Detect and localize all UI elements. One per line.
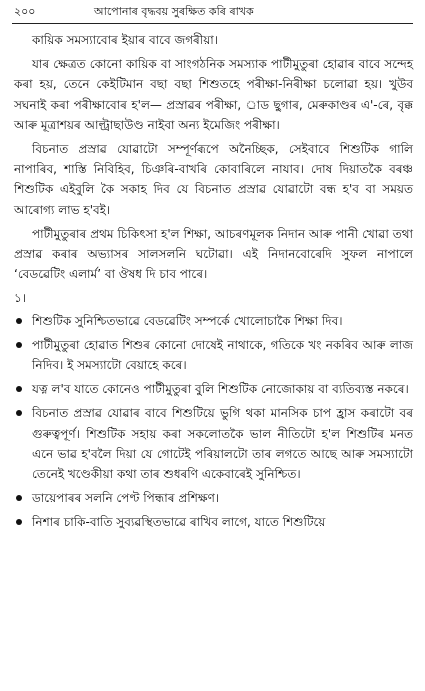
bullet-icon <box>16 386 22 392</box>
list-item <box>14 403 413 484</box>
paragraph: পাটীমুতুৰাৰ প্ৰথম চিকিৎসা হ'ল শিক্ষা, আচৰণমূলক নিদান আৰু পানী খোৱা তথা প্ৰস্ৰাৱ কৰাৰ অভ্যাসৰ সালসলনি ঘটোৱা। এই নিদানবোৰেদি সুফল নাপালে ‘বেডৱেটিং এলাৰ্ম’ বা ঔষধ দি চাব পাৰে। <box>14 226 413 282</box>
list-item <box>14 335 413 375</box>
list-item-text: যত্ন ল'ব যাতে কোনেও পাটীমুতুৰা বুলি শিশুটিক নোজোকায় বা ব্যতিব্যস্ত নকৰে। <box>32 382 409 397</box>
paragraph: যাৰ ক্ষেত্ৰত কোনো কায়িক বা সাংগঠনিক সমস্যাক পাটীমুতুৰা হোৱাৰ বাবে সন্দেহ কৰা হয়, তেনে কেইটিমান বছা বছা শিশুতহে পৰীক্ষা-নিৰীক্ষা চলোৱা হয়। খুউব সঘনাই কৰা পৰীক্ষাবোৰ হ'ল— প্ৰস্ৰাৱৰ পৰীক্ষা, ৰ্াড ছুগাৰ, মেৰুকাণ্ডৰ এ'-ৰে, বৃক্ক আৰু মূত্ৰাশয়ৰ আল্ট্ৰাছাউণ্ড নাইবা অন্য ইমেজিং পৰীক্ষা। <box>14 57 413 132</box>
list-item-text: ডায়েপাৰৰ সলনি পেণ্ট পিন্ধাৰ প্ৰশিক্ষণ। <box>32 491 220 506</box>
list-item <box>14 311 413 331</box>
list-item-text: শিশুটিক সুনিশ্চিতভাৱে বেডৱেটিং সম্পৰ্কে খোলোচাকৈ শিক্ষা দিব। <box>32 313 343 328</box>
bullet-icon <box>16 495 22 501</box>
bullet-icon <box>16 519 22 525</box>
section-marker: ১। <box>14 291 27 306</box>
bullet-icon <box>16 318 22 324</box>
list-item <box>14 379 413 399</box>
list-item-text: পাটীমুতুৰা হোৱাত শিশুৰ কোনো দোষেই নাথাকে, গতিকে খং নকৰিব আৰু লাজ নিদিব। ই সমস্যাটো বেয়াহে কৰে। <box>32 337 413 373</box>
bullet-icon <box>16 342 22 348</box>
list-item <box>14 512 413 532</box>
paragraph: কায়িক সমস্যাবোৰ ইয়াৰ বাবে জগৰীয়া। <box>32 33 219 47</box>
page-number: ২০০ <box>14 5 36 18</box>
list-item <box>14 488 413 508</box>
list-item-text: নিশাৰ চাকি-বাতি সুব্যৱস্থিতভাৱে ৰাখিব লাগে, যাতে শিশুটিয়ে <box>32 515 326 530</box>
page-body <box>14 30 413 537</box>
list-item-text: বিচনাত প্ৰস্ৰাৱ যোৱাৰ বাবে শিশুটিয়ে ভুগি থকা মানসিক চাপ হ্ৰাস কৰাটো বৰ গুৰুত্বপূৰ্ণ। শিশুটিক সহায় কৰা সকলোতকৈ ভাল নীতিটো হ'ল শিশুটিৰ মনত এনে ভাৱ হ'বলৈ দিয়া যে গোটেই পৰিয়ালটো তাৰ লগতে আছে আৰু সমস্যাটো তেনেই খণ্ডেকীয়া কথা তাৰ শুধৰণি একেবাৰেই সুনিশ্চিত। <box>32 406 413 482</box>
header-rule <box>12 23 413 24</box>
bullet-icon <box>16 410 22 416</box>
page-header <box>14 4 412 20</box>
paragraph: বিচনাত প্ৰস্ৰাৱ যোৱাটো সম্পূৰ্ণৰূপে অনৈচ্ছিক, সেইবাবে শিশুটিক গালি নাপাৰিব, শাস্তি নিবিহিব, চিঞৰি-বাখৰি কোবাৰিলে নাযাব। দোষ দিয়াতকৈ বৰঞ্চ শিশুটিক এইবুলি কৈ সকাহ দিব যে বিচনাত প্ৰস্ৰাৱ যোৱাটো বন্ধ হ'ব বা সময়ত আৰোগ্য লাভ হ'বই। <box>14 142 413 217</box>
running-title: আপোনাৰ বৃদ্ধবয় সুৰক্ষিত কৰি ৰাখক <box>94 5 254 18</box>
bullet-list <box>14 311 413 533</box>
